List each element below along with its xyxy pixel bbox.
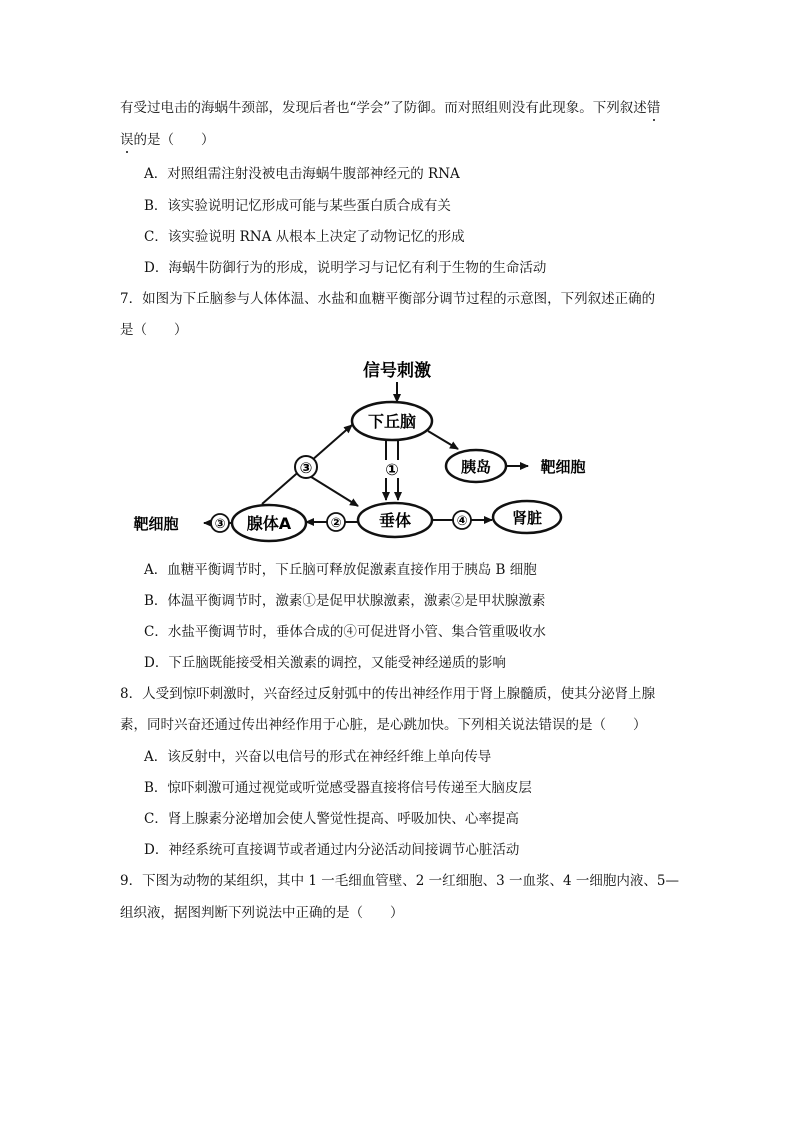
q6-stem-emphasis-wu: 误 bbox=[120, 132, 134, 148]
hypothalamus-label: 下丘脑 bbox=[367, 412, 417, 431]
q7-option-c: C．水盐平衡调节时，垂体合成的④可促进肾小管、集合管重吸收水 bbox=[144, 624, 546, 640]
q6-option-b: B．该实验说明记忆形成可能与某些蛋白质合成有关 bbox=[144, 198, 451, 214]
q6-stem-text-b: 的是（ ） bbox=[133, 132, 215, 148]
gland-a-label: 腺体A bbox=[246, 514, 292, 533]
q6-option-a: A．对照组需注射没被电击海蜗牛腹部神经元的 RNA bbox=[144, 166, 460, 182]
q6-option-c: C．该实验说明 RNA 从根本上决定了动物记忆的形成 bbox=[144, 229, 465, 245]
q7-stem-line1: 7．如图为下丘脑参与人体体温、水盐和血糖平衡部分调节过程的示意图，下列叙述正确的 bbox=[120, 291, 656, 307]
q7-option-b: B．体温平衡调节时，激素①是促甲状腺激素，激素②是甲状腺激素 bbox=[144, 593, 546, 609]
label-2: ② bbox=[330, 516, 342, 531]
target-cell-left-label: 靶细胞 bbox=[133, 515, 179, 533]
arrow-hypothalamus-to-islet bbox=[428, 431, 458, 449]
q8-stem-line1: 8．人受到惊吓刺激时，兴奋经过反射弧中的传出神经作用于肾上腺髓质，使其分泌肾上腺 bbox=[120, 686, 656, 702]
kidney-label: 肾脏 bbox=[511, 509, 543, 527]
q8-option-d: D．神经系统可直接调节或者通过内分泌活动间接调节心脏活动 bbox=[144, 842, 520, 858]
label-4: ④ bbox=[456, 514, 468, 529]
signal-stimulus-label: 信号刺激 bbox=[363, 361, 431, 381]
q8-option-b: B．惊吓刺激可通过视觉或听觉感受器直接将信号传递至大脑皮层 bbox=[144, 780, 532, 796]
q9-stem-line2: 组织液，据图判断下列说法中正确的是（ ） bbox=[120, 905, 404, 921]
q7-stem-line2: 是（ ） bbox=[120, 322, 188, 338]
label-1: ① bbox=[385, 460, 399, 479]
q8-option-c: C．肾上腺素分泌增加会使人警觉性提高、呼吸加快、心率提高 bbox=[144, 811, 519, 827]
q6-stem-emphasis-cuo: 错 bbox=[646, 100, 661, 116]
q8-stem-line2: 素，同时兴奋还通过传出神经作用于心脏，是心跳加快。下列相关说法错误的是（ ） bbox=[120, 717, 647, 733]
pituitary-label: 垂体 bbox=[378, 511, 412, 530]
q7-option-a: A．血糖平衡调节时，下丘脑可释放促激素直接作用于胰岛 B 细胞 bbox=[144, 562, 537, 578]
q7-regulation-diagram bbox=[0, 0, 794, 560]
label-3b: ③ bbox=[214, 517, 226, 532]
target-cell-right-label: 靶细胞 bbox=[540, 458, 586, 476]
q6-stem-text-a: 有受过电击的海蜗牛颈部，发现后者也“学会”了防御。而对照组则没有此现象。下列叙述 bbox=[120, 100, 647, 116]
label-3a: ③ bbox=[299, 459, 313, 477]
q7-option-d: D．下丘脑既能接受相关激素的调控，又能受神经递质的影响 bbox=[144, 655, 506, 671]
q6-option-d: D．海蜗牛防御行为的形成，说明学习与记忆有利于生物的生命活动 bbox=[144, 260, 547, 276]
pancreatic-islet-label: 胰岛 bbox=[460, 458, 492, 476]
q9-stem-line1: 9．下图为动物的某组织，其中 1 一毛细血管壁、2 一红细胞、3 一血浆、4 一细胞内液、5— bbox=[120, 873, 679, 889]
q8-option-a: A．该反射中，兴奋以电信号的形式在神经纤维上单向传导 bbox=[144, 749, 492, 765]
